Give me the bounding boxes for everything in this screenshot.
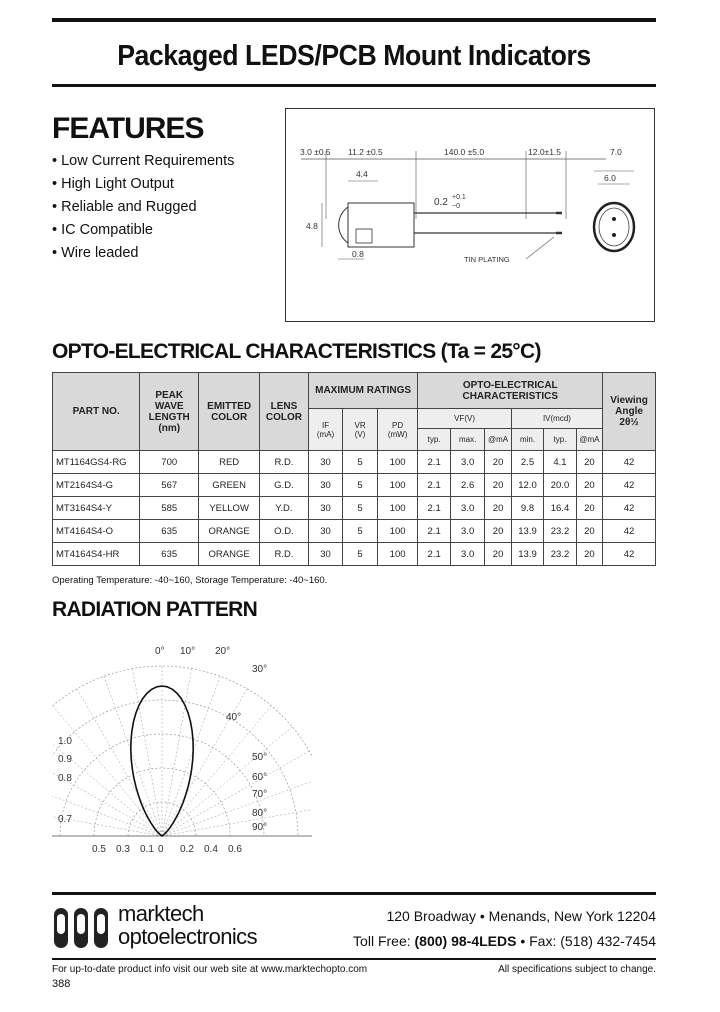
cell: ORANGE bbox=[199, 520, 260, 543]
footer-rule-bottom bbox=[52, 958, 656, 960]
cell: 567 bbox=[140, 474, 199, 497]
value-label: 0.1 bbox=[140, 844, 154, 855]
header-iv-min: min. bbox=[511, 429, 543, 451]
page-title: Packaged LEDS/PCB Mount Indicators bbox=[117, 40, 591, 72]
cell: 2.6 bbox=[450, 474, 485, 497]
header-vf-typ: typ. bbox=[418, 429, 450, 451]
top-rule bbox=[52, 18, 656, 22]
cell: 5 bbox=[343, 474, 378, 497]
header-peak-wavelength: PEAK WAVE LENGTH (nm) bbox=[140, 373, 199, 451]
cell: Y.D. bbox=[260, 497, 309, 520]
radiation-curve bbox=[131, 686, 193, 836]
angle-label: 40° bbox=[226, 712, 242, 723]
cell: 100 bbox=[377, 543, 418, 566]
header-vf: VF(V) bbox=[418, 409, 511, 429]
radiation-lobe bbox=[131, 686, 193, 836]
dim-label: TIN PLATING bbox=[464, 255, 510, 264]
characteristics-table bbox=[52, 372, 656, 566]
specs-disclaimer: All specifications subject to change. bbox=[498, 964, 656, 975]
cell: 4.1 bbox=[544, 451, 576, 474]
cell: 42 bbox=[603, 497, 656, 520]
feature-item: • Wire leaded bbox=[52, 242, 234, 265]
grid-spoke bbox=[77, 689, 162, 836]
temperature-note: Operating Temperature: -40~160, Storage Temperature: -40~160. bbox=[52, 575, 328, 586]
grid-spoke bbox=[162, 689, 247, 836]
cell: 13.9 bbox=[511, 520, 543, 543]
cell: MT4164S4-O bbox=[53, 520, 140, 543]
dim-label: 7.0 bbox=[610, 147, 622, 157]
feature-item: • IC Compatible bbox=[52, 219, 234, 242]
features-list bbox=[52, 150, 234, 265]
angle-label: 70° bbox=[252, 789, 268, 800]
feature-item: • Reliable and Rugged bbox=[52, 196, 234, 219]
header-opto-electrical: OPTO-ELECTRICAL CHARACTERISTICS bbox=[418, 373, 603, 409]
cell: 23.2 bbox=[544, 520, 576, 543]
dimension-diagram bbox=[285, 108, 655, 322]
grid-spoke bbox=[162, 751, 309, 836]
angle-label: 10° bbox=[180, 646, 196, 657]
cell: 3.0 bbox=[450, 520, 485, 543]
cell: 2.5 bbox=[511, 451, 543, 474]
cell: 16.4 bbox=[544, 497, 576, 520]
cell: 5 bbox=[343, 451, 378, 474]
cell: 23.2 bbox=[544, 543, 576, 566]
value-label: 0.7 bbox=[58, 814, 72, 825]
value-label: 0.2 bbox=[180, 844, 194, 855]
cell: 20 bbox=[485, 497, 511, 520]
header-vf-max: max. bbox=[450, 429, 485, 451]
cell: R.D. bbox=[260, 451, 309, 474]
dim-label: 4.4 bbox=[356, 169, 368, 179]
angle-label: 20° bbox=[215, 646, 231, 657]
value-label: 0.8 bbox=[58, 773, 72, 784]
grid-arc bbox=[60, 734, 264, 836]
cell: 2.1 bbox=[418, 451, 450, 474]
company-name bbox=[118, 902, 257, 948]
table-row bbox=[53, 497, 656, 520]
angle-label: 60° bbox=[252, 772, 268, 783]
footer-rule bbox=[52, 892, 656, 895]
cell: 3.0 bbox=[450, 497, 485, 520]
header-iv: IV(mcd) bbox=[511, 409, 602, 429]
cell: 2.1 bbox=[418, 474, 450, 497]
cell: 5 bbox=[343, 497, 378, 520]
cell: MT4164S4-HR bbox=[53, 543, 140, 566]
company-address: 120 Broadway • Menands, New York 12204 bbox=[386, 908, 656, 924]
cell: 5 bbox=[343, 520, 378, 543]
header-iv-typ: typ. bbox=[544, 429, 576, 451]
cell: 30 bbox=[308, 543, 343, 566]
cell: 12.0 bbox=[511, 474, 543, 497]
cell: 42 bbox=[603, 543, 656, 566]
cell: 42 bbox=[603, 474, 656, 497]
value-label: 0.5 bbox=[92, 844, 106, 855]
header-viewing-angle: Viewing Angle 2θ½ bbox=[603, 373, 656, 451]
value-label: 1.0 bbox=[58, 736, 72, 747]
header-pd: PD (mW) bbox=[377, 409, 418, 451]
cell: 2.1 bbox=[418, 497, 450, 520]
cell: 30 bbox=[308, 520, 343, 543]
cell: 30 bbox=[308, 474, 343, 497]
cell: YELLOW bbox=[199, 497, 260, 520]
cell: 20 bbox=[576, 520, 602, 543]
cell: 42 bbox=[603, 451, 656, 474]
dim-label: 0.8 bbox=[352, 249, 364, 259]
value-label: 0.9 bbox=[58, 754, 72, 765]
value-label: 0.4 bbox=[204, 844, 218, 855]
dim-label: 6.0 bbox=[604, 173, 616, 183]
cell: 20 bbox=[576, 451, 602, 474]
cell: 2.1 bbox=[418, 543, 450, 566]
grid-arc bbox=[52, 666, 312, 836]
company-name-line1: marktech bbox=[118, 901, 204, 926]
angle-label: 50° bbox=[252, 752, 268, 763]
grid-spoke bbox=[162, 676, 220, 836]
angle-label: 80° bbox=[252, 808, 268, 819]
feature-item: • High Light Output bbox=[52, 173, 234, 196]
company-phone: Toll Free: (800) 98-4LEDS • Fax: (518) 432-7454 bbox=[353, 933, 656, 949]
page-number: 388 bbox=[52, 978, 71, 990]
table-row bbox=[53, 520, 656, 543]
header-vr: VR (V) bbox=[343, 409, 378, 451]
cell: R.D. bbox=[260, 543, 309, 566]
features-heading: FEATURES bbox=[52, 112, 204, 145]
cell: 20 bbox=[485, 451, 511, 474]
table-row bbox=[53, 543, 656, 566]
cell: 100 bbox=[377, 520, 418, 543]
cell: MT1164GS4-RG bbox=[53, 451, 140, 474]
header-max-ratings: MAXIMUM RATINGS bbox=[308, 373, 418, 409]
radiation-heading: RADIATION PATTERN bbox=[52, 598, 258, 621]
dim-label: 12.0±1.5 bbox=[528, 147, 562, 157]
cell: 20 bbox=[485, 520, 511, 543]
cell: 20 bbox=[576, 474, 602, 497]
grid-spoke bbox=[162, 727, 292, 836]
header-if: IF (mA) bbox=[308, 409, 343, 451]
value-label: 0.6 bbox=[228, 844, 242, 855]
cell: 3.0 bbox=[450, 543, 485, 566]
cell: G.D. bbox=[260, 474, 309, 497]
header-lens-color: LENS COLOR bbox=[260, 373, 309, 451]
opto-heading: OPTO-ELECTRICAL CHARACTERISTICS (Ta = 25°C) bbox=[52, 340, 541, 363]
radiation-pattern-chart bbox=[52, 640, 312, 860]
cell: RED bbox=[199, 451, 260, 474]
dim-label: 4.8 bbox=[306, 221, 318, 231]
company-name-line2: optoelectronics bbox=[118, 924, 257, 949]
website-note: For up-to-date product info visit our web site at www.marktechopto.com bbox=[52, 964, 368, 975]
table-row bbox=[53, 451, 656, 474]
angle-label: 30° bbox=[252, 664, 268, 675]
cell: 20 bbox=[485, 474, 511, 497]
title-underline bbox=[52, 84, 656, 87]
header-emitted-color: EMITTED COLOR bbox=[199, 373, 260, 451]
dim-label: 0.2 bbox=[434, 197, 448, 208]
table-row bbox=[53, 474, 656, 497]
marktech-logo-icon bbox=[52, 900, 114, 952]
header-vf-at-ma: @mA bbox=[485, 429, 511, 451]
cell: 700 bbox=[140, 451, 199, 474]
cell: 30 bbox=[308, 497, 343, 520]
dim-label: 11.2 ±0.5 bbox=[348, 147, 383, 157]
dim-label: 3.0 ±0.5 bbox=[300, 147, 331, 157]
cell: 9.8 bbox=[511, 497, 543, 520]
value-label: 0 bbox=[158, 844, 164, 855]
cell: 3.0 bbox=[450, 451, 485, 474]
cell: 2.1 bbox=[418, 520, 450, 543]
feature-item: • Low Current Requirements bbox=[52, 150, 234, 173]
angle-label: 90° bbox=[252, 822, 268, 833]
cell: GREEN bbox=[199, 474, 260, 497]
cell: 20.0 bbox=[544, 474, 576, 497]
cell: 30 bbox=[308, 451, 343, 474]
dim-label: 140.0 ±5.0 bbox=[444, 147, 485, 157]
cell: ORANGE bbox=[199, 543, 260, 566]
cell: MT3164S4-Y bbox=[53, 497, 140, 520]
cell: 42 bbox=[603, 520, 656, 543]
header-iv-at-ma: @mA bbox=[576, 429, 602, 451]
cell: 100 bbox=[377, 497, 418, 520]
cell: 585 bbox=[140, 497, 199, 520]
cell: 635 bbox=[140, 543, 199, 566]
cell: O.D. bbox=[260, 520, 309, 543]
dim-label: +0.1 bbox=[452, 194, 466, 201]
cell: 20 bbox=[485, 543, 511, 566]
cell: 100 bbox=[377, 474, 418, 497]
grid-spoke bbox=[162, 778, 312, 836]
led-drawing bbox=[286, 109, 654, 321]
grid-spoke bbox=[162, 806, 312, 836]
cell: MT2164S4-G bbox=[53, 474, 140, 497]
cell: 20 bbox=[576, 543, 602, 566]
dim-label: −0 bbox=[452, 203, 460, 210]
cell: 20 bbox=[576, 497, 602, 520]
header-part-no: PART NO. bbox=[53, 373, 140, 451]
cell: 635 bbox=[140, 520, 199, 543]
angle-label: 0° bbox=[155, 646, 165, 657]
cell: 100 bbox=[377, 451, 418, 474]
polar-grid bbox=[52, 666, 312, 836]
cell: 5 bbox=[343, 543, 378, 566]
cell: 13.9 bbox=[511, 543, 543, 566]
value-label: 0.3 bbox=[116, 844, 130, 855]
